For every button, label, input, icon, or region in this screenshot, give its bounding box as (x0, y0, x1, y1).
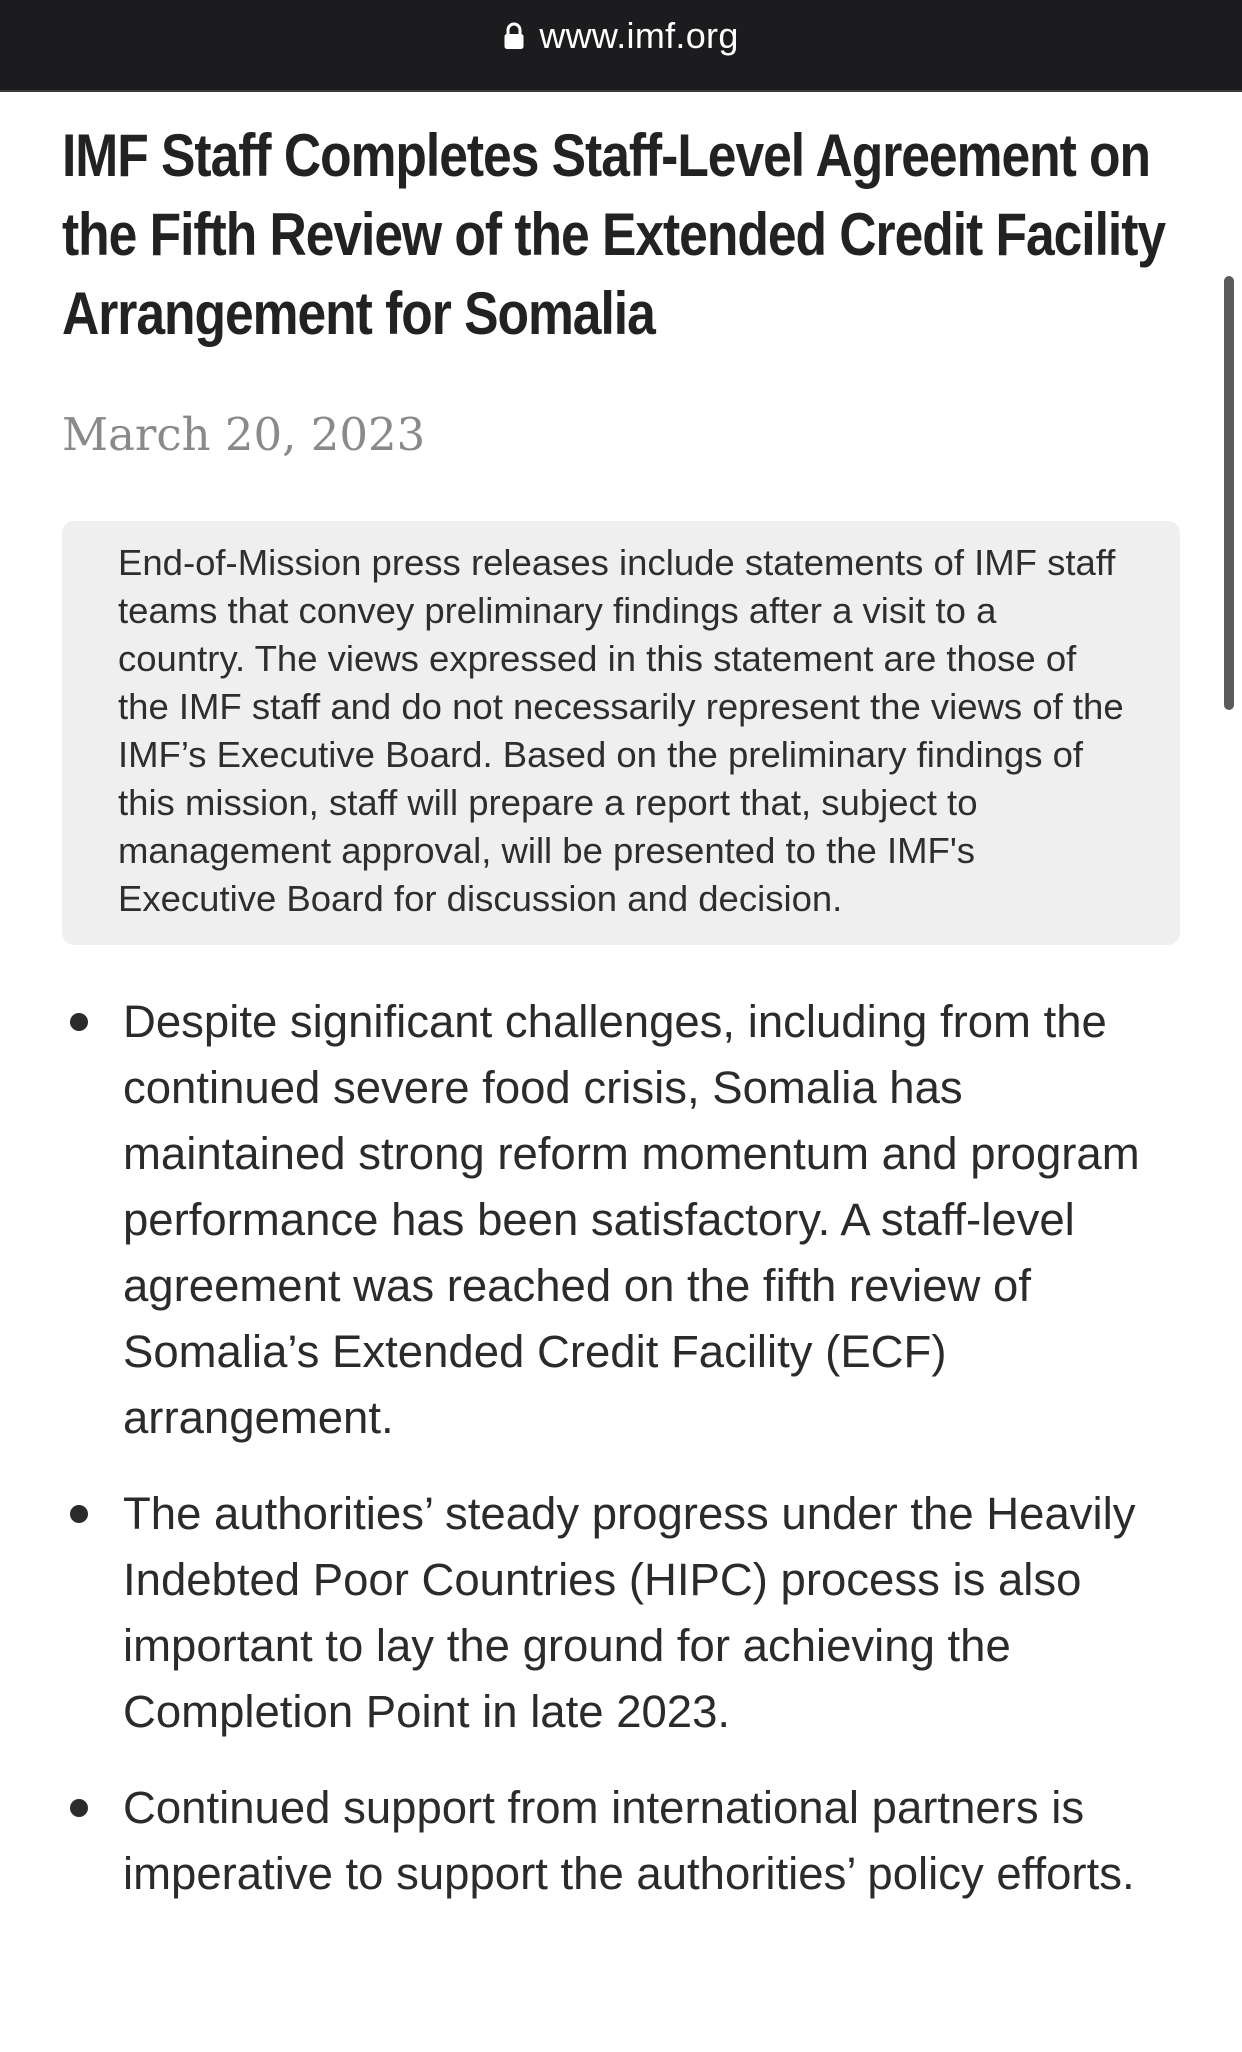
bullet-text: Continued support from international partners is imperative to support the authorities’ policy efforts. (123, 1782, 1135, 1899)
list-item (62, 1775, 1180, 1907)
bullet-icon (70, 1013, 88, 1031)
bullet-text: Despite significant challenges, including from the continued severe food crisis, Somalia has maintained strong reform momentum and program performance has been satisfactory. A staff-level agreement was reached on the fifth review of Somalia’s Extended Credit Facility (ECF) arrangement. (123, 996, 1140, 1443)
page-title: IMF Staff Completes Staff-Level Agreement on the Fifth Review of the Extended Credit Facility Arrangement for Somalia (62, 122, 1166, 347)
publish-date: March 20, 2023 (62, 408, 426, 461)
list-item (62, 989, 1180, 1451)
article (62, 92, 1180, 1937)
end-of-mission-notice: End-of-Mission press releases include statements of IMF staff teams that convey preliminary findings after a visit to a country. The views expressed in this statement are those of the IMF staff and do not necessarily represent the views of the IMF’s Executive Board. Based on the preliminary findings of this mission, staff will prepare a report that, subject to management approval, will be presented to the IMF's Executive Board for discussion and decision. (62, 521, 1180, 945)
bullet-text: The authorities’ steady progress under the Heavily Indebted Poor Countries (HIPC) process is also important to lay the ground for achieving the Completion Point in late 2023. (123, 1488, 1136, 1737)
bullet-icon (70, 1505, 88, 1523)
browser-url-bar[interactable] (0, 0, 1242, 92)
page-scrollbar[interactable] (1224, 276, 1234, 710)
url-text[interactable]: www.imf.org (539, 15, 739, 56)
list-item (62, 1481, 1180, 1745)
url-display[interactable] (503, 15, 738, 57)
lock-icon (503, 21, 525, 51)
bullet-icon (70, 1799, 88, 1817)
key-points-list (62, 989, 1180, 1907)
